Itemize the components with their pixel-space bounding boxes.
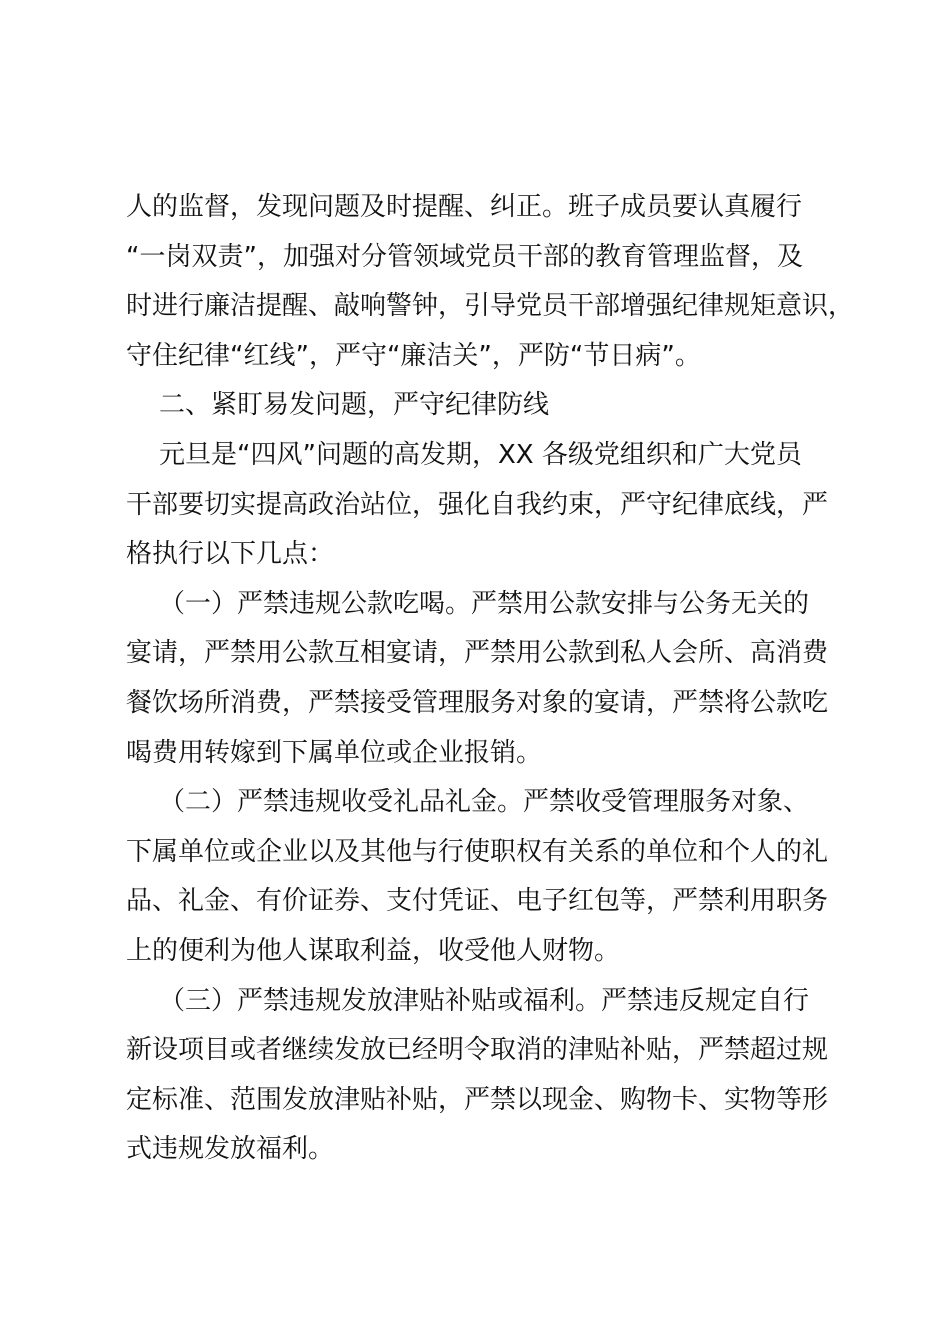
document-body — [126, 183, 861, 1175]
text-line: 餐饮场所消费，严禁接受管理服务对象的宴请，严禁将公款吃 — [126, 687, 829, 718]
section-heading: 二、紧盯易发问题，严守纪律防线 — [126, 390, 550, 421]
text-line: 下属单位或企业以及其他与行使职权有关系的单位和个人的礼 — [126, 836, 829, 867]
text-line: 品、礼金、有价证券、支付凭证、电子红包等，严禁利用职务 — [126, 886, 829, 917]
text-line: 宴请，严禁用公款互相宴请，严禁用公款到私人会所、高消费 — [126, 638, 829, 669]
text-line: 干部要切实提高政治站位，强化自我约束，严守纪律底线，严 — [126, 489, 829, 520]
text-line: 守住纪律“红线”，严守“廉洁关”，严防“节日病”。 — [126, 340, 701, 371]
text-line: “一岗双责”，加强对分管领域党员干部的教育管理监督，及 — [126, 241, 803, 272]
text-line: （二）严禁违规收受礼品礼金。严禁收受管理服务对象、 — [126, 787, 810, 818]
text-line: 式违规发放福利。 — [126, 1134, 335, 1165]
text-line: 定标准、范围发放津贴补贴，严禁以现金、购物卡、实物等形 — [126, 1084, 829, 1115]
text-line: 时进行廉洁提醒、敲响警钟，引导党员干部增强纪律规矩意识， — [126, 291, 855, 322]
text-line: 人的监督，发现问题及时提醒、纠正。班子成员要认真履行 — [126, 192, 803, 222]
text-line: 元旦是“四风”问题的高发期，XX 各级党组织和广大党员 — [126, 439, 802, 470]
text-line: （三）严禁违规发放津贴补贴或福利。严禁违反规定自行 — [126, 985, 810, 1016]
text-line: （一）严禁违规公款吃喝。严禁用公款安排与公务无关的 — [126, 588, 810, 619]
text-line: 格执行以下几点： — [126, 539, 335, 570]
text-line: 新设项目或者继续发放已经明令取消的津贴补贴，严禁超过规 — [126, 1035, 829, 1066]
text-line: 喝费用转嫁到下属单位或企业报销。 — [126, 737, 543, 768]
text-line: 上的便利为他人谋取利益，收受他人财物。 — [126, 935, 621, 966]
